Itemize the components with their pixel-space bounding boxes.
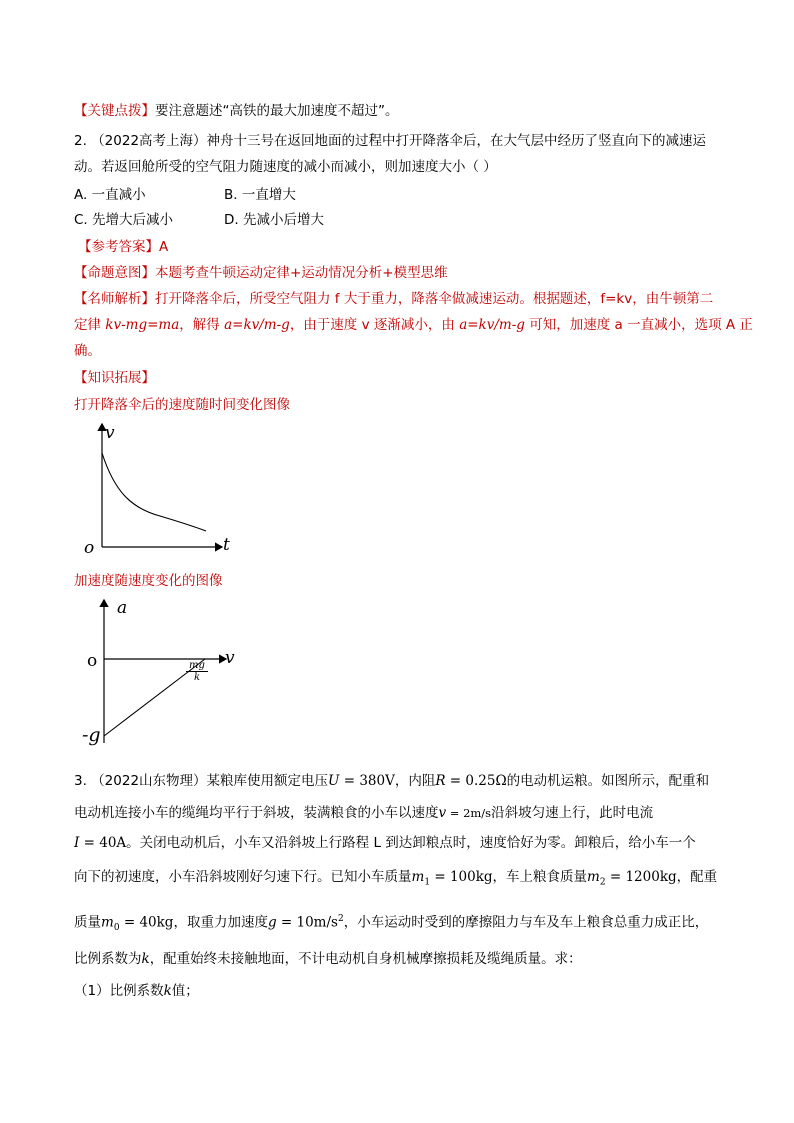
key-tip-text: 要注意题述“高铁的最大加速度不超过”。	[155, 103, 399, 119]
key-tip-line	[74, 102, 399, 120]
analysis-eq-3: a=kv/m-g	[459, 317, 525, 333]
q2-stem-line2: 动。若返回舱所受的空气阻力随速度的减小而减小，则加速度大小（ ）	[74, 159, 497, 175]
intent-bracket: 【命题意图】	[74, 265, 155, 281]
q3-l1-text-c: 的电动机运粮。如图所示，配重和	[506, 773, 710, 789]
q3-symbol-m0: m	[101, 914, 114, 931]
analysis-text-a: 打开降落伞后，所受空气阻力 f 大于重力，降落伞做减速运动。根据题述，f=kv，由牛顿第二	[155, 291, 714, 307]
q2-analysis-line2	[74, 316, 753, 334]
fig1-caption: 打开降落伞后的速度随时间变化图像	[74, 397, 290, 413]
q2-option-d: D. 先减小后增大	[224, 212, 324, 228]
fig1-x-label: t	[223, 535, 230, 555]
q3-line2	[74, 804, 653, 822]
q3-l2-text-a: 电动机连接小车的缆绳均平行于斜坡，装满粮食的小车以速度	[74, 805, 439, 821]
q3-line5	[74, 910, 708, 937]
q2-stem-line1: 2. （2022高考上海）神舟十三号在返回地面的过程中打开降落伞后，在大气层中经历了竖直向下的减速运	[74, 133, 707, 149]
q3-line4	[74, 868, 717, 892]
q3-value-m0: = 40kg	[119, 914, 174, 931]
fig2-mg-numerator: mg	[186, 660, 208, 672]
q3-line1	[74, 772, 709, 790]
q2-option-b: B. 一直增大	[224, 187, 296, 203]
fig1-y-label: v	[105, 423, 115, 443]
q3-value-m2: = 1200kg	[605, 869, 677, 885]
q3-l5-text-b: ，取重力加速度	[173, 914, 268, 931]
analysis-eq-2: a=kv/m-g	[224, 317, 290, 333]
q3-value-v: = 2m/s	[446, 806, 492, 820]
q3-l2-text-b: 沿斜坡匀速上行，此时电流	[491, 805, 654, 821]
q3-sub-m0: 0	[113, 923, 120, 934]
q3-value-U: = 380V	[339, 773, 395, 789]
velocity-time-graph	[80, 420, 240, 560]
analysis-text-b2: ，解得	[179, 317, 225, 333]
q3-symbol-k: k	[141, 951, 150, 967]
q2-option-c: C. 先增大后减小	[74, 212, 174, 228]
q2-analysis-line1	[74, 290, 713, 308]
q3-l1-text-a: 3. （2022山东物理）某粮库使用额定电压	[74, 773, 329, 789]
q3-sub1-text-a: （1）比例系数	[74, 983, 164, 999]
fig2-caption: 加速度随速度变化的图像	[74, 573, 223, 589]
key-tip-bracket: 【关键点拨】	[74, 103, 155, 119]
fig2-k-denominator: k	[193, 672, 201, 683]
q3-l1-text-b: ，内阻	[394, 773, 436, 789]
q3-l6-text-a: 比例系数为	[74, 951, 142, 967]
fig2-intercept-label: -g	[82, 724, 101, 746]
fig2-mg-over-k	[186, 660, 208, 683]
q3-symbol-I: I	[74, 835, 80, 851]
fig1-velocity-curve	[102, 453, 206, 531]
q3-l4-text-b: ，车上粮食质量	[492, 869, 588, 885]
q2-answer-line	[78, 238, 168, 256]
q3-l5-text-c: ，小车运动时受到的摩擦阻力与车及车上粮食总重力成正比，	[343, 914, 709, 931]
q3-symbol-R: R	[435, 773, 446, 789]
q3-value-g: = 10m/s	[276, 914, 338, 931]
q3-l3-text-a: 。关闭电动机后，小车又沿斜坡上行路程 L 到达卸粮点时，速度恰好为零。卸粮后，给小车一个	[126, 835, 696, 851]
q3-symbol-U: U	[328, 773, 340, 789]
q3-sub-m1: 1	[424, 877, 431, 888]
fig2-y-label: a	[117, 598, 128, 618]
q3-symbol-v: v	[438, 805, 447, 821]
q3-sub-m2: 2	[599, 877, 606, 888]
q3-sub1-symbol-k: k	[163, 983, 172, 999]
fig2-x-label: v	[225, 648, 235, 668]
q3-l5-text-a: 质量	[74, 914, 101, 931]
q3-line6	[74, 950, 582, 968]
q3-symbol-g: g	[267, 914, 277, 931]
q3-l6-text-b: ，配重始终未接触地面，不计电动机自身机械摩擦损耗及缆绳质量。求：	[149, 951, 582, 967]
analysis-bracket: 【名师解析】	[74, 291, 155, 307]
q2-option-a: A. 一直减小	[74, 187, 146, 203]
analysis-text-b4: 可知，加速度 a 一直减小，选项 A 正	[524, 317, 753, 333]
intent-text: 本题考查牛顿运动定律+运动情况分析+模型思维	[155, 265, 448, 281]
q2-intent-line	[74, 264, 448, 282]
answer-bracket: 【参考答案】	[78, 239, 159, 255]
q3-value-R: = 0.25Ω	[445, 773, 507, 789]
q3-line3	[74, 834, 696, 852]
answer-value: A	[159, 239, 169, 255]
fig1-origin-label: o	[84, 538, 95, 558]
q3-l4-text-a: 向下的初速度，小车沿斜坡刚好匀速下行。已知小车质量	[74, 869, 412, 885]
q3-l4-text-c: ，配重	[676, 869, 718, 885]
q3-sub1-text-b: 值；	[171, 983, 199, 999]
analysis-eq-1: kv-mg=ma	[105, 317, 180, 333]
q3-value-m1: = 100kg	[430, 869, 493, 885]
q3-symbol-m2: m	[587, 869, 600, 885]
q3-value-I: = 40A	[79, 835, 127, 851]
knowledge-ext-bracket: 【知识拓展】	[74, 370, 155, 386]
acceleration-velocity-graph	[80, 596, 240, 746]
q3-subquestion-1	[74, 982, 199, 1000]
q3-sup-g: 2	[337, 914, 344, 924]
analysis-text-b3: ，由于速度 v 逐渐减小，由	[289, 317, 460, 333]
fig2-origin-label: o	[87, 651, 98, 671]
q2-analysis-line3: 确。	[74, 343, 101, 359]
analysis-text-b1: 定律	[74, 317, 106, 333]
q3-symbol-m1: m	[411, 869, 425, 885]
